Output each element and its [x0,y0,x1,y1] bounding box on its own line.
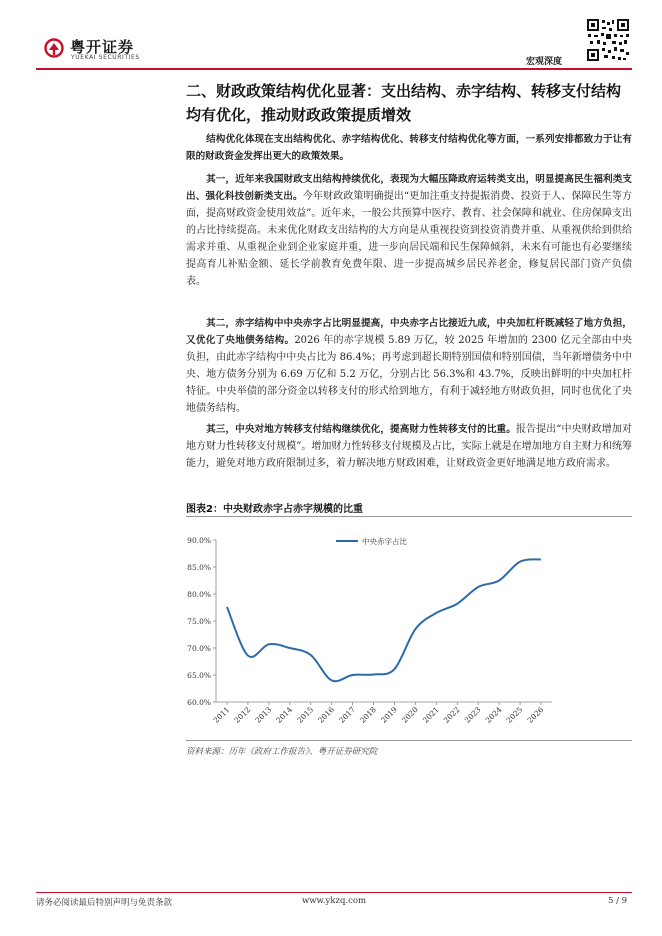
intro-text: 结构优化体现在支出结构优化、赤字结构优化、转移支付结构优化等方面，一系列安排都致力于让有限的财政资金发挥出更大的政策效果。 [186,134,632,162]
logo-english: YUEKAI SECURITIES [71,54,140,61]
y-tick-label: 85.0% [187,563,211,572]
x-tick-label: 2014 [274,705,295,725]
x-tick-label: 2020 [399,705,420,725]
y-tick-label: 60.0% [187,698,211,707]
section-title: 二、财政政策结构优化显著：支出结构、赤字结构、转移支付结构均有优化，推动财政政策提质增效 [186,82,622,124]
figure-bottom-rule [186,740,632,741]
paragraph-three [186,421,632,472]
y-tick-label: 90.0% [187,536,211,545]
x-tick-label: 2011 [211,705,232,725]
central-deficit-share-chart [186,520,632,738]
logo-wordmark: 粤开证券 [70,38,135,56]
y-tick-label: 65.0% [187,671,211,680]
figure-title: 图表2：中央财政赤字占赤字规模的比重 [186,504,363,515]
paragraph-two-lead: 其二，赤字结构中中央赤字占比明显提高，中央赤字占比接近九成，中央加杠杆既减轻了地方负担，又优化了央地债务结构。 [186,318,632,346]
paragraph-three-lead: 其三，中央对地方转移支付结构继续优化，提高财力性转移支付的比重。 [206,424,516,435]
footer-divider [36,892,632,893]
x-tick-label: 2023 [462,705,483,725]
x-tick-label: 2021 [420,705,441,725]
legend-label: 中央赤字占比 [362,537,407,546]
paragraph-two-body: 2026 年的赤字规模 5.89 万亿，较 2025 年增加的 2300 亿元全部由中央负担，由此赤字结构中中央占比为 86.4%；再考虑到超长期特别国债和特别国债，当年新增债务中中央、地方债务分别为 6.69 万亿和 5.2 万亿，分别占比 56.3%和 43.7%，反映出鲜明的中央加杠杆特征。中央举债的部分资金以转移支付的形式给到地方，有利于减轻地方财政负担，同时也优化了央地债务结构。 [186,335,632,414]
y-tick-label: 75.0% [187,617,211,626]
paragraph-two [186,315,632,417]
y-tick-label: 80.0% [187,590,211,599]
x-tick-label: 2013 [253,705,274,725]
x-tick-label: 2016 [316,705,337,725]
paragraph-one [186,171,632,290]
header-divider [36,68,632,70]
x-tick-label: 2017 [337,705,358,725]
series-line-central-deficit-share [227,559,541,681]
paragraph-three-body: 报告提出“中央财政增加对地方财力性转移支付规模”。增加财力性转移支付规模及占比，实际上就是在增加地方自主财力和统筹能力，避免对地方政府限制过多，着力解决地方财政困难，让财政资金更好地满足地方政府需求。 [186,424,632,469]
x-tick-label: 2015 [295,705,316,725]
qr-code-icon [586,18,630,62]
paragraph-one-body: 今年财政政策明确提出“更加注重支持提振消费、投资于人、保障民生等方面，提高财政资金使用效益”。近年来，一般公共预算中医疗、教育、社会保障和就业、住房保障支出的占比持续提高。未来优化财政支出结构的大方向是从重视投资到投资消费并重、从重视供给到供给需求并重、从重视企业到企业家庭并重，进一步向居民端和民生保障倾斜，未来有可能也有必要继续提高育儿补贴金额、延长学前教育免费年限、进一步提高城乡居民养老金，修复居民部门资产负债表。 [186,191,632,287]
footer-disclaimer: 请务必阅读最后特别声明与免责条款 [36,898,173,908]
logo-icon [42,38,66,58]
x-tick-label: 2024 [483,705,504,725]
footer-website[interactable]: www.ykzq.com [302,896,367,906]
x-tick-label: 2012 [232,705,253,725]
x-tick-label: 2019 [379,705,399,725]
paragraph-one-lead: 其一，近年来我国财政支出结构持续优化，表现为大幅压降政府运转类支出，明显提高民生福利类支出、强化科技创新类支出。 [186,174,632,202]
figure-source: 资料来源：历年《政府工作报告》、粤开证券研究院 [186,747,378,757]
x-tick-label: 2018 [358,705,378,725]
footer-page-number: 5 / 9 [608,896,628,906]
figure-top-rule [186,516,632,517]
x-tick-label: 2025 [504,705,525,725]
x-tick-label: 2022 [441,705,462,725]
y-tick-label: 70.0% [187,644,211,653]
x-tick-label: 2026 [525,705,546,725]
report-type-label: 宏观深度 [526,57,563,67]
intro-paragraph [186,131,632,165]
